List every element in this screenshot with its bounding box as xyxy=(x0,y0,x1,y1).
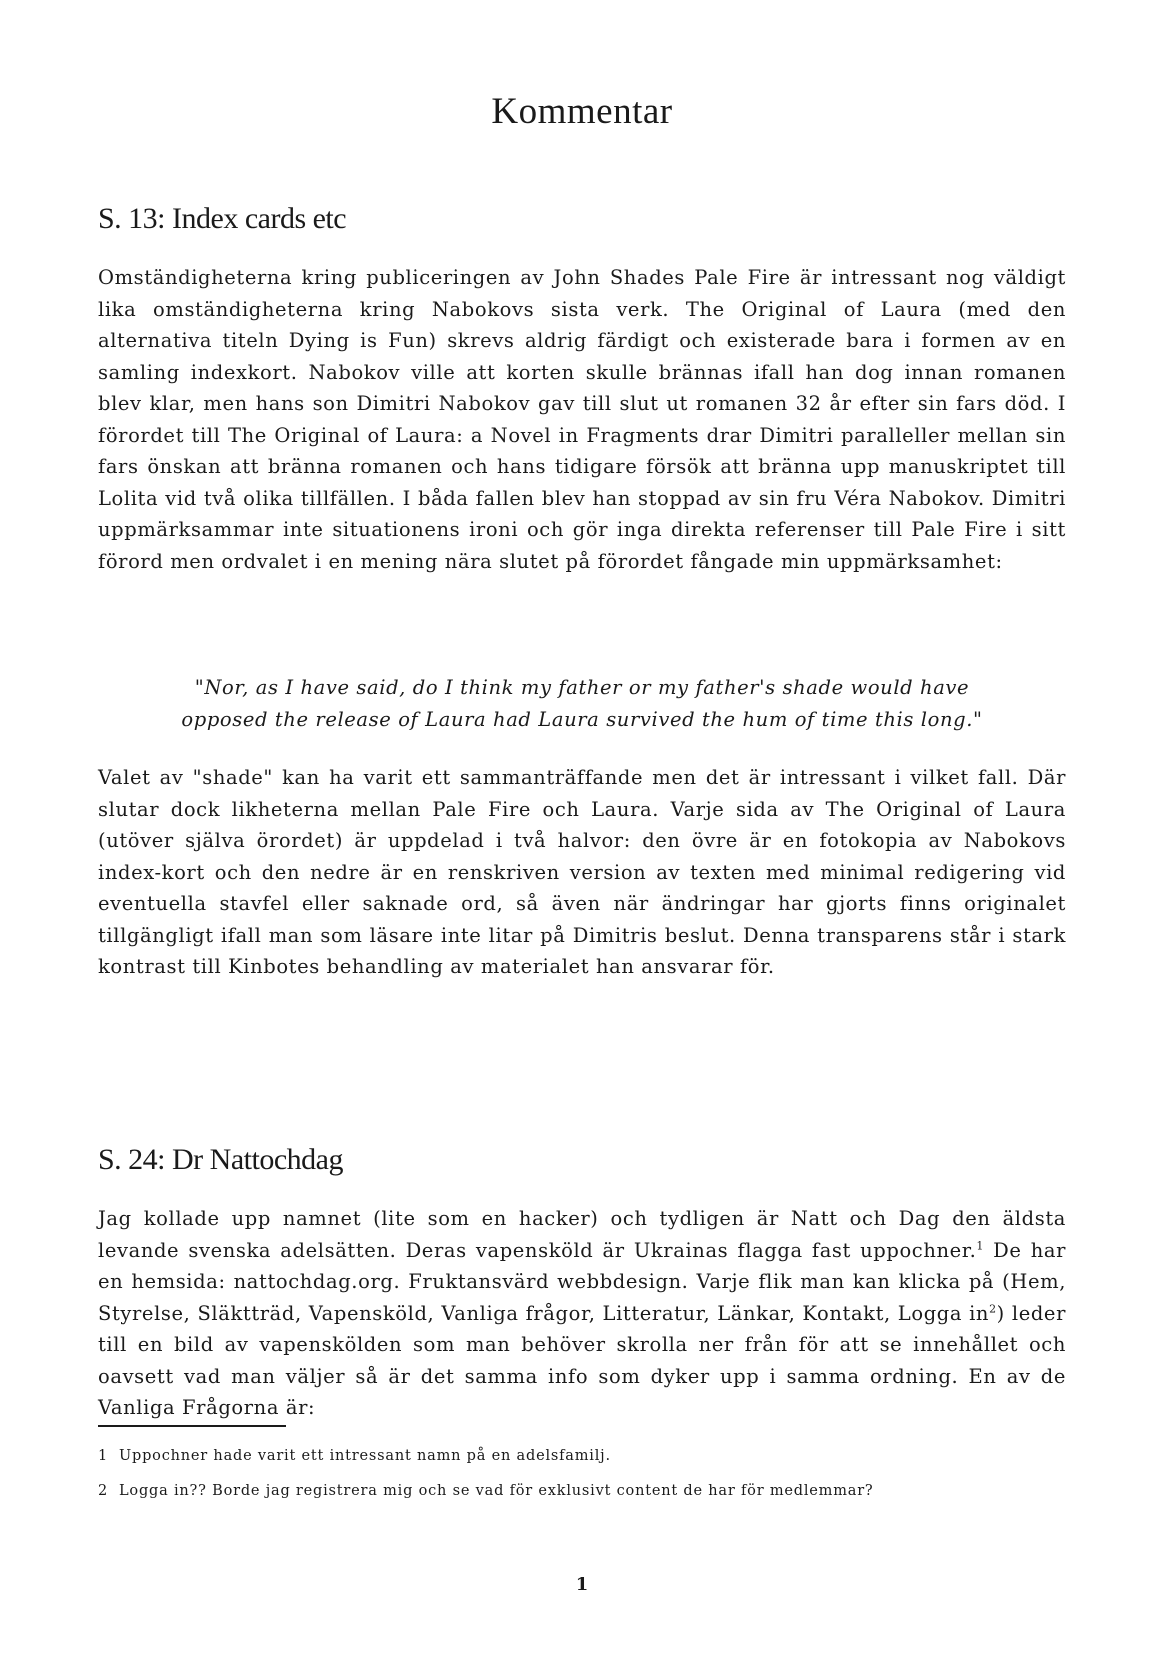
quote-line: opposed the release of Laura had Laura survived the hum of time this long." xyxy=(181,708,983,731)
paragraph-text: Jag kollade upp namnet (lite som en hacker) och tydligen är Natt och Dag den äldsta levande svenska adelsätten. Deras vapensköld är Ukrainas flagga fast uppochner. xyxy=(98,1207,1066,1262)
paragraph-nattochdag xyxy=(98,1203,1066,1424)
footnote-divider xyxy=(98,1425,286,1427)
paragraph-publication-circumstances: Omständigheterna kring publiceringen av John Shades Pale Fire är intressant nog väldigt lika omständigheterna kring Nabokovs sista verk. The Original of Laura (med den alternativa titeln Dying is Fun) skrevs aldrig färdigt och existerade bara i formen av en samling indexkort. Nabokov ville att korten skulle brännas ifall han dog innan romanen blev klar, men hans son Dimitri Nabokov gav till slut ut romanen 32 år efter sin fars död. I förordet till The Original of Laura: a Novel in Fragments drar Dimitri paralleller mellan sin fars önskan att bränna romanen och hans tidigare försök att bränna upp manuskriptet till Lolita vid två olika tillfällen. I båda fallen blev han stoppad av sin fru Véra Nabokov. Dimitri uppmärksammar inte situationens ironi och gör inga direkta referenser till Pale Fire i sitt förord men ordvalet i en mening nära slutet på förordet fångade min uppmärksamhet: xyxy=(98,266,1066,573)
footnote-reference[interactable]: 2 xyxy=(989,1302,997,1315)
page-number: 1 xyxy=(575,1574,589,1595)
footnote-text: Uppochner hade varit ett intressant namn på en adelsfamilj. xyxy=(119,1448,611,1464)
block-quote xyxy=(98,672,1066,736)
footnote-marker: 1 xyxy=(98,1448,109,1464)
footnote-text: Logga in?? Borde jag registrera mig och se vad för exklusivt content de har för medlemmar? xyxy=(119,1483,874,1499)
footnote-list xyxy=(98,1447,1066,1517)
footnote-item xyxy=(98,1447,1066,1465)
document-page xyxy=(98,0,1066,1654)
footnote-item xyxy=(98,1482,1066,1500)
paragraph-text: ) leder till en bild av vapenskölden som man behöver skrolla ner från för att se innehållet och oavsett vad man väljer så är det samma info som dyker upp i samma ordning. En av de Vanliga Frågorna är: xyxy=(98,1301,1066,1419)
footnote-reference[interactable]: 1 xyxy=(976,1239,984,1252)
footnote-marker: 2 xyxy=(98,1483,109,1499)
paragraph-shade-word-choice: Valet av "shade" kan ha varit ett sammanträffande men det är intressant i vilket fall. Där slutar dock likheterna mellan Pale Fire och Laura. Varje sida av The Original of Laura (utöver själva örordet) är uppdelad i två halvor: den övre är en fotokopia av Nabokovs index-kort och den nedre är en renskriven version av texten med minimal redigering vid eventuella stavfel eller saknade ord, så även när ändringar har gjorts finns originalet tillgängligt ifall man som läsare inte litar på Dimitris beslut. Denna transparens står i stark kontrast till Kinbotes behandling av materialet han ansvarar för. xyxy=(98,766,1066,978)
paragraph-text: De har en hemsida: nattochdag.org. Fruktansvärd webbdesign. Varje flik man kan klicka på (Hem, Styrelse, Släktträd, Vapensköld, Vanliga frågor, Litteratur, Länkar, Kontakt, Logga in xyxy=(98,1238,1067,1325)
section-heading-nattochdag: S. 24: Dr Nattochdag xyxy=(98,1143,343,1176)
page-title: Kommentar xyxy=(491,91,673,132)
section-heading-index-cards: S. 13: Index cards etc xyxy=(98,202,347,235)
quote-line: "Nor, as I have said, do I think my father or my father's shade would have xyxy=(194,676,970,699)
